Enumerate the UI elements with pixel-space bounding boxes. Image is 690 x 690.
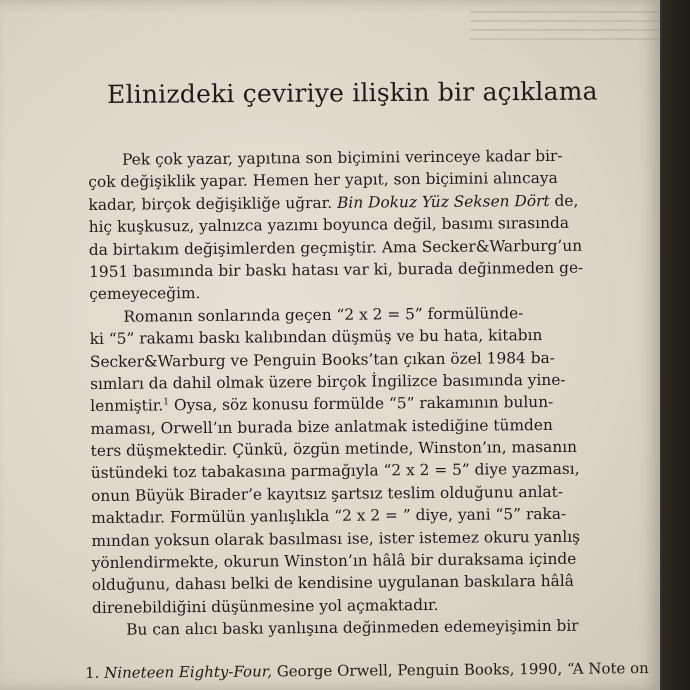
text-segment: Oysa, söz konusu formülde “5” rakamının bulun-: [173, 393, 554, 415]
text-line: 1951 basımında bir baskı hatası var ki, burada değinmeden ge-: [88, 258, 584, 281]
text-line: üstündeki toz tabakasına parmağıyla “2 x 2 = 5” diye yazması,: [90, 460, 580, 483]
bleed-through-text: [470, 4, 660, 40]
text-line: onun Büyük Birader’e kayıtsız şartsız teslim olduğunu anlat-: [90, 482, 564, 505]
text-line: maması, Orwell’ın burada bize anlatmak istediğine tümden: [90, 415, 553, 438]
text-line: da birtakım değişimlerden geçmiştir. Ama Secker&Warburg’un: [88, 236, 583, 259]
text-line: maktadır. Formülün yanlışlıkla “2 x 2 = ” diye, yani “5” raka-: [91, 505, 567, 528]
footnote-text: George Orwell, Penguin Books, 1990, “A Note on: [276, 659, 649, 681]
text-line: Bu can alıcı baskı yanlışına değinmeden edemeyişimin bir: [126, 616, 579, 639]
text-segment: de,: [554, 191, 579, 210]
section-title: Elinizdeki çeviriye ilişkin bir açıklama: [107, 76, 598, 109]
footnote-marker: 1: [163, 397, 170, 408]
text-line: yönlendirmekte, okurun Winston’ın hâlâ bir duraksama içinde: [91, 549, 577, 573]
text-line: hiç kuşkusuz, yalnızca yazımı boyunca değil, basımı sırasında: [88, 213, 570, 237]
footnote: [85, 659, 649, 682]
text-line: ki “5” rakamı baskı kalıbından düşmüş ve bu hata, kitabın: [89, 326, 543, 349]
footnote-book-title: Nineteen Eighty-Four,: [104, 662, 273, 682]
text-line: mından yoksun olarak basılması ise, ister istemez okuru yanlış: [91, 527, 581, 550]
footnote-number: 1.: [85, 663, 100, 682]
text-segment: kadar, birçok değişikliğe uğrar.: [88, 193, 333, 214]
text-line: çok değişiklik yapar. Hemen her yapıt, son biçimini alıncaya: [88, 169, 558, 192]
text-segment: lenmiştir.: [90, 396, 164, 416]
text-line: ters düşmektedir. Çünkü, özgün metinde, Winston’ın, masanın: [90, 437, 578, 461]
book-title-italic: Bin Dokuz Yüz Seksen Dört: [336, 191, 550, 212]
text-line: sımları da dahil olmak üzere birçok İngilizce basımında yine-: [89, 370, 566, 393]
text-line: Romanın sonlarında geçen “2 x 2 = 5” formülünde-: [123, 303, 524, 326]
text-line: çemeyeceğim.: [89, 284, 201, 304]
text-line: Secker&Warburg ve Penguin Books’tan çıkan özel 1984 ba-: [89, 348, 555, 371]
text-line: Pek çok yazar, yapıtına son biçimini verinceye kadar bir-: [122, 146, 563, 169]
body-text: [88, 145, 592, 642]
text-line: olduğunu, dahası belki de kendisine uygulanan baskılara hâlâ: [91, 572, 575, 595]
text-line: direnebildiğini düşünmesine yol açmaktadır.: [91, 595, 439, 617]
